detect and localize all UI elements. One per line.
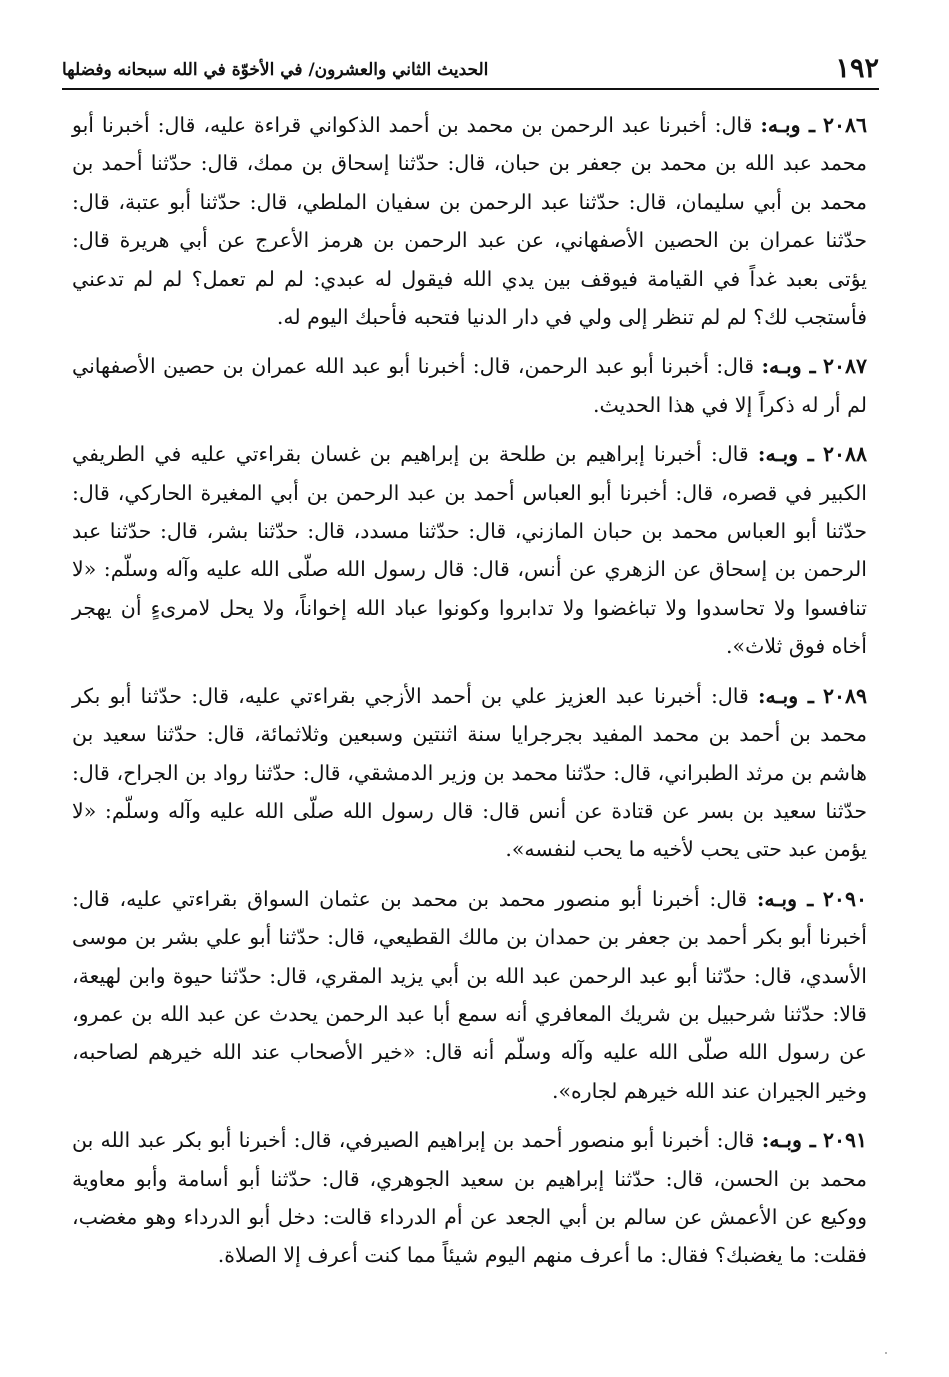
hadith-entry xyxy=(72,347,867,424)
hadith-text: قال: أخبرنا عبد العزيز علي بن أحمد الأزجي بقراءتي عليه، قال: حدّثنا أبو بكر محمد بن أحمد بن محمد المفيد بجرجرايا سنة اثنتين وسبعين وثلاثمائة، قال: حدّثنا سعيد بن هاشم بن مرثد الطبراني، قال: حدّثنا محمد بن وزير الدمشقي، قال: حدّثنا رواد بن الجراح، قال: حدّثنا سعيد بن بسر عن قتادة عن أنس قال: قال رسول الله صلّى الله عليه وآله وسلّم: «لا يؤمن عبد حتى يحب لأخيه ما يحب لنفسه». xyxy=(72,683,867,862)
hadith-marker: ـ وبـه: xyxy=(757,683,814,708)
hadith-text: قال: أخبرنا عبد الرحمن بن محمد بن أحمد الذكواني قراءة عليه، قال: أخبرنا أبو محمد عبد الله بن محمد بن جعفر بن حبان، قال: حدّثنا إسحاق بن ممك، قال: حدّثنا أحمد بن محمد بن أبي سليمان، قال: حدّثنا عبد الرحمن بن سفيان الملطي، قال: حدّثنا أبو عتبة، قال: حدّثنا عمران بن الحصين الأصفهاني، عن عبد الرحمن بن هرمز الأعرج عن أبي هريرة قال: يؤتى بعبد غداً في القيامة فيوقف بين يدي الله فيقول له عبدي: لم لم تعمل؟ لم لم تدعني فأستجب لك؟ لم لم تنظر إلى ولي في دار الدنيا فتحبه فأحبك اليوم له. xyxy=(72,113,867,330)
hadith-number: ٢٠٨٧ xyxy=(822,354,867,379)
hadith-text: قال: أخبرنا أبو منصور أحمد بن إبراهيم الصيرفي، قال: أخبرنا أبو بكر عبد الله بن محمد بن الحسن، قال: حدّثنا إبراهيم بن سعيد الجوهري، قال: حدّثنا أبو أسامة وأبو معاوية ووكيع عن الأعمش عن سالم بن أبي الجعد عن أم الدرداء قالت: دخل أبو الدرداء وهو مغضب، فقلت: ما يغضبك؟ فقال: ما أعرف منهم اليوم شيئاً مما كنت أعرف إلا الصلاة. xyxy=(72,1128,867,1268)
hadith-marker: ـ وبـه: xyxy=(761,1128,816,1153)
hadith-text: قال: أخبرنا أبو منصور محمد بن محمد بن عثمان السواق بقراءتي عليه، قال: أخبرنا أبو بكر أحمد بن جعفر بن حمدان بن مالك القطيعي، قال: حدّثنا أبو علي بشر بن موسى الأسدي، قال: حدّثنا أبو عبد الرحمن عبد الله بن أبي يزيد المقري، قال: حدّثنا حيوة وابن لهيعة، قالا: حدّثنا شرحبيل بن شريك المعافري أنه سمع أبا عبد الرحمن يحدث عن عبد الله بن عمرو، عن رسول الله صلّى الله عليه وآله وسلّم أنه قال: «خير الأصحاب عند الله خيرهم لصاحبه، وخير الجيران عند الله خيرهم لجاره». xyxy=(72,886,867,1103)
hadith-entry xyxy=(72,435,867,665)
hadith-marker: ـ وبـه: xyxy=(760,113,816,137)
hadith-entry xyxy=(72,677,867,869)
hadith-marker: ـ وبـه: xyxy=(756,886,814,911)
hadith-number: ٢٠٨٦ xyxy=(822,113,868,137)
hadith-entry xyxy=(72,1121,867,1275)
hadith-text: قال: أخبرنا أبو عبد الرحمن، قال: أخبرنا أبو عبد الله عمران بن حصين الأصفهاني لم أر له ذكراً إلا في هذا الحديث. xyxy=(72,354,867,417)
hadith-number: ٢٠٩٠ xyxy=(822,886,867,911)
page-number: ١٩٢ xyxy=(835,53,879,84)
hadith-number: ٢٠٩١ xyxy=(822,1128,868,1153)
scan-speck xyxy=(885,1352,887,1354)
running-title: الحديث الثاني والعشرون/ في الأخوّة في الله سبحانه وفضلها xyxy=(62,60,489,80)
hadith-number: ٢٠٨٩ xyxy=(822,683,867,708)
page-header xyxy=(62,52,879,90)
hadith-number: ٢٠٨٨ xyxy=(822,442,867,467)
page-body xyxy=(72,106,867,1286)
hadith-marker: ـ وبـه: xyxy=(757,442,814,467)
hadith-entry xyxy=(72,880,867,1110)
hadith-marker: ـ وبـه: xyxy=(761,354,816,379)
hadith-entry xyxy=(72,106,867,336)
hadith-text: قال: أخبرنا إبراهيم بن طلحة بن إبراهيم بن غسان بقراءتي عليه في الطريفي الكبير في قصره، قال: أخبرنا أبو العباس أحمد بن عبد الرحمن بن أبي المغيرة الحاركي، قال: حدّثنا أبو العباس محمد بن حبان المازني، قال: حدّثنا مسدد، قال: حدّثنا بشر، قال: حدّثنا عبد الرحمن بن إسحاق عن الزهري عن أنس، قال: قال رسول الله صلّى الله عليه وآله وسلّم: «لا تنافسوا ولا تحاسدوا ولا تباغضوا ولا تدابروا وكونوا عباد الله إخواناً، ولا يحل لامرىءٍ أن يهجر أخاه فوق ثلاث». xyxy=(72,442,867,659)
